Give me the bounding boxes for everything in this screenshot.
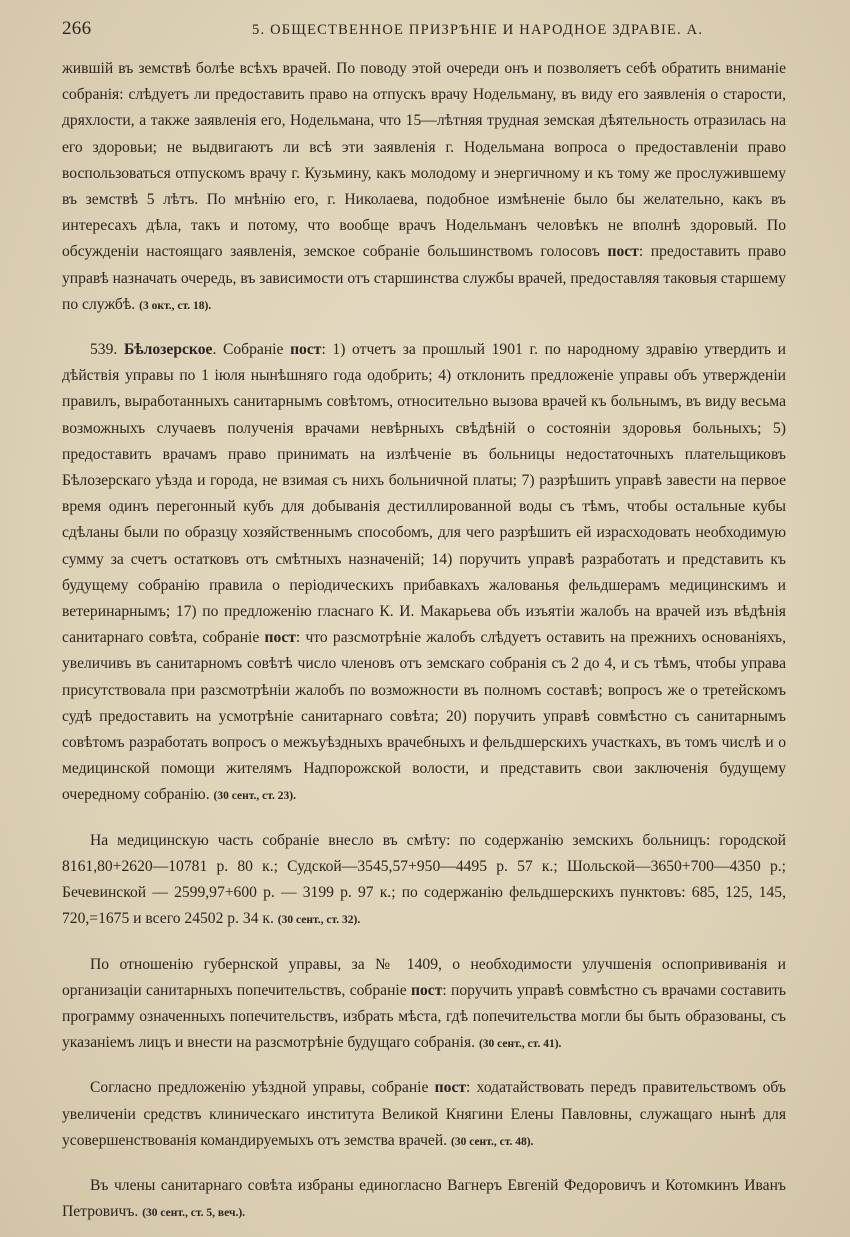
bold-term: пост [411,981,443,999]
body-text [62,56,786,1226]
bold-term: пост [607,243,639,261]
running-header [62,18,786,48]
paragraph [62,56,786,319]
text-run: На медицинскую часть собраніе внесло въ смѣту: по содержанію земскихъ больницъ: городской 8161,80+2620—10781 р. 80 к.; Судской—3545,57+950—4495 р. 57 к.; Шольской—3650+700—4350 р.; Бечевинской — 2599,97+600 р. — 3199 р. 97 к.; по содержанію фельдшерскихъ пунктовъ: 685, 125, 145, 720,=1675 и всего 24502 р. 34 к. [62,831,786,928]
text-run: жившій въ земствѣ болѣе всѣхъ врачей. По поводу этой очереди онъ и позволяетъ себѣ обратить вниманіе собранія: слѣдуетъ ли предоставить право на отпускъ врачу Нодельману, въ виду его заявленія о старости, дряхлости, а также заявленія его, Нодельмана, что 15—лѣтняя трудная земская дѣятельность отразилась на его здоровьи; не выдвигаютъ ли всѣ эти заявленія г. Нодельмана вопроса о предоставленіи право воспользоваться отпускомъ врачу г. Кузьмину, какъ молодому и энергичному и къ тому же прослужившему въ земствѣ 5 лѣтъ. По мнѣнію его, г. Николаева, подобное измѣненіе было бы желательно, какъ въ интересахъ дѣла, такъ и потому, что вообще врачъ Нодельманъ человѣкъ не вполнѣ здоровый. По обсужденіи настоящаго заявленія, земское собраніе большинствомъ голосовъ [62,60,786,261]
source-reference: (3 окт., ст. 18). [139,299,212,312]
text-run: Въ члены санитарнаго совѣта избраны единогласно Вагнеръ Евгеній Федоровичъ и Котомкинъ Иванъ Петровичъ. [62,1176,786,1221]
text-run: : ходатайствовать передъ правительствомъ объ увеличеніи средствъ клиническаго института Великой Княгини Елены Павловны, служащаго нынѣ для усовершенствованія командируемыхъ отъ земства врачей. [62,1079,786,1149]
paragraph [62,337,786,810]
text-run: : что разсмотрѣніе жалобъ слѣдуетъ оставить на прежнихъ основаніяхъ, увеличивъ въ санитарномъ совѣтѣ число членовъ отъ земскаго собранія съ 2 до 4, и съ тѣмъ, чтобы управа присутствовала при разсмотрѣніи жалобъ по возможности въ полномъ составѣ; вопросъ же о третейскомъ судѣ предоставить на усмотрѣніе санитарнаго совѣта; 20) поручить управѣ совмѣстно съ санитарнымъ совѣтомъ разработать вопросъ о межъуѣздныхъ врачебныхъ и фельдшерскихъ участкахъ, въ томъ числѣ и о медицинской помощи жителямъ Надпорожской волости, и представить свои заключенія будущему очередному собранію. [62,629,786,804]
paragraph [62,1173,786,1226]
paragraph [62,828,786,934]
text-run: 539. [90,341,124,359]
paragraph-gap [62,1155,786,1173]
text-run: : поручить управѣ совмѣстно съ врачами составить программу означенныхъ попечительствъ, избрать мѣста, гдѣ попечительства могли бы быть образованы, съ указаніемъ лицъ и внести на разсмотрѣніе будущаго собранія. [62,981,786,1052]
text-run: . Собраніе [212,341,291,359]
paragraph-gap [62,319,786,337]
running-title: 5. ОБЩЕСТВЕННОЕ ПРИЗРѢНІЕ И НАРОДНОЕ ЗДРАВІЕ. А. [252,22,704,38]
paragraph-gap [62,1057,786,1075]
source-reference: (30 сент., ст. 48). [451,1135,534,1148]
text-run: По отношенію губернской управы, за № 1409, о необходимости улучшенія оспопрививанія и организаціи санитарныхъ попечительствъ, собраніе [62,955,786,999]
text-run: : предоставить право управѣ назначать очередь, въ зависимости отъ старшинства службы врачей, предоставляя таковыя старшему по службѣ. [62,243,786,313]
text-run: : 1) отчетъ за прошлый 1901 г. по народному здравію утвердить и дѣйствія управы по 1 іюля нынѣшняго года одобрить; 4) отклонить предложеніе управы объ утвержденіи правилъ, выработанныхъ санитарнымъ совѣтомъ, относительно вызова врачей къ больнымъ, въ виду весьма возможныхъ случаевъ полученія врачами невѣрныхъ свѣдѣній о состояніи здоровья больныхъ; 5) предоставить врачамъ право принимать на излѣченіе въ больницы недостаточныхъ плательщиковъ Бѣлозерскаго уѣзда и города, не взимая съ нихъ больничной платы; 7) разрѣшить управѣ завести на первое время одинъ перегонный кубъ для добыванія дестиллированной воды съ тѣмъ, чтобы остальные кубы сдѣланы были по образцу хозяйственнымъ способомъ, для чего разрѣшить ей израсходовать необходимую сумму за счетъ остатковъ отъ смѣтныхъ назначеній; 14) поручить управѣ разработать и представить къ будущему собранію правила о періодическихъ прибавкахъ жалованья фельдшерамъ медицинскимъ и ветеринарнымъ; 17) по предложенію гласнаго К. И. Макарьева объ изъятіи жалобъ на врачей изъ вѣдѣнія санитарнаго совѣта, собраніе [62,341,786,647]
page-number: 266 [62,18,92,39]
bold-term: Бѣлозерское [123,341,213,359]
bold-term: пост [264,629,296,647]
text-run: Согласно предложенію уѣздной управы, собраніе [90,1079,435,1097]
bold-term: пост [434,1079,467,1097]
source-reference: (30 сент., ст. 5, веч.). [142,1207,246,1220]
paragraph-gap [62,810,786,828]
source-reference: (30 сент., ст. 23). [213,790,296,803]
paragraph-gap [62,934,786,952]
paragraph [62,1075,786,1155]
source-reference: (30 сент., ст. 32). [277,914,361,927]
source-reference: (30 сент., ст. 41). [478,1038,562,1051]
bold-term: пост [290,341,322,359]
paragraph [62,952,786,1058]
